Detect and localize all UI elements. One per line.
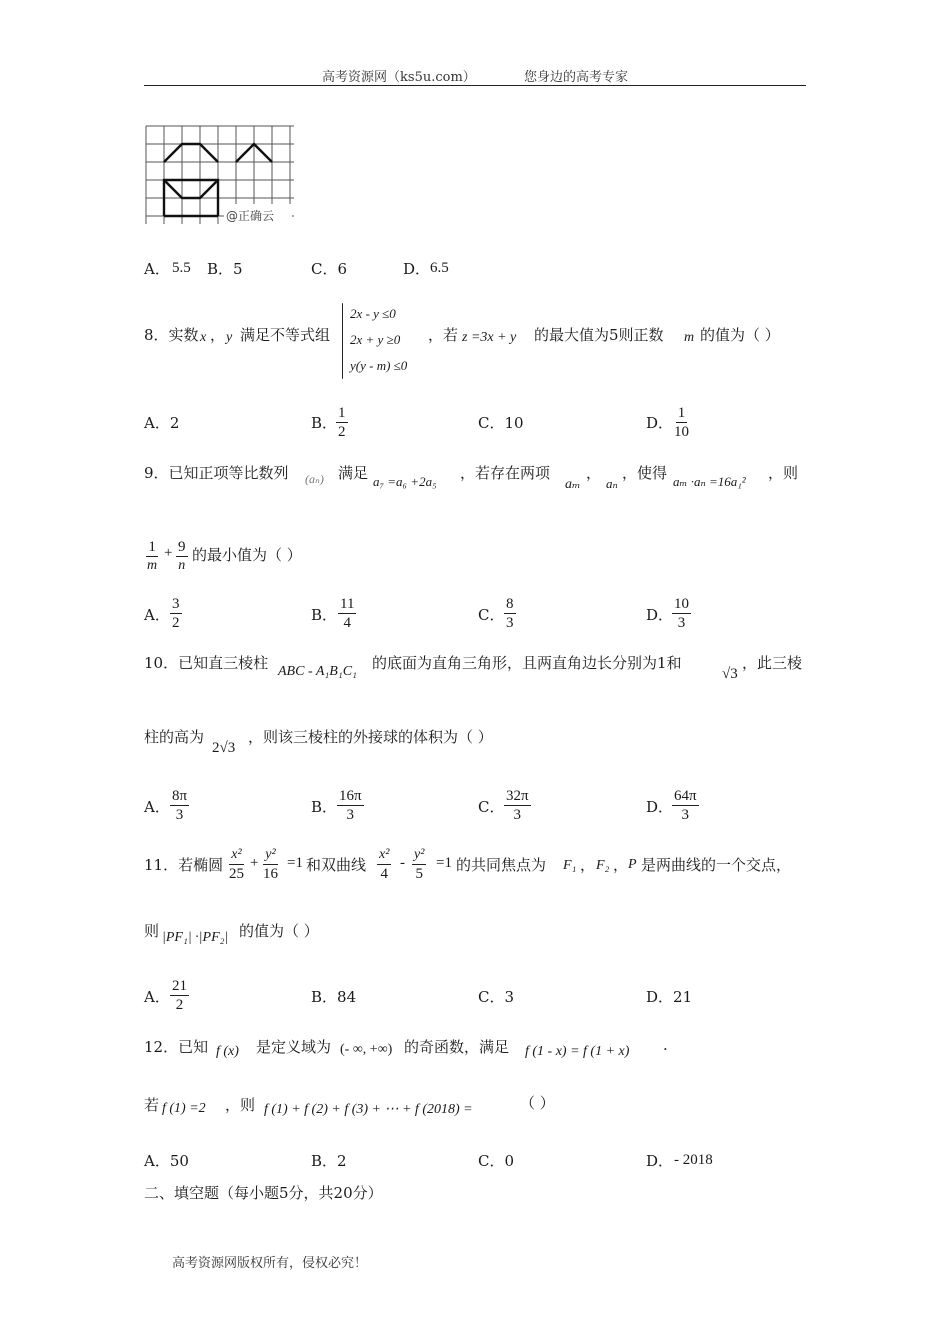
q11-plus: + — [250, 855, 259, 871]
q12-option-a: A．50 — [144, 1152, 189, 1170]
q8-var-y: y — [226, 330, 233, 345]
q8-objective: z =3x + y — [462, 330, 517, 345]
q9-option-c-num: 8 — [506, 596, 514, 612]
q8-var-x: x — [200, 330, 207, 345]
q11-option-a-label: A． — [144, 988, 170, 1006]
q10-option-c-num: 32π — [506, 788, 529, 804]
q9-option-b-num: 11 — [340, 596, 355, 612]
q9-option-c-fraction — [504, 595, 516, 632]
q11-focus-1: F₁ — [563, 858, 577, 873]
q12-sum: f (1) + f (2) + f (3) + ⋯ + f (2018) = — [264, 1102, 473, 1117]
q11-option-d: D．21 — [646, 988, 693, 1006]
q11-option-c: C．3 — [478, 988, 515, 1006]
q12-f1: f (1) =2 — [162, 1101, 206, 1116]
q12-paren: （ ） — [520, 1094, 555, 1112]
q8-comma: ， — [210, 326, 226, 344]
q9-option-a-fraction — [170, 595, 182, 632]
q11-ellipse-x-term — [227, 846, 246, 883]
q11-minus: - — [400, 855, 405, 871]
q10-prefix: 10．已知直三棱柱 — [144, 654, 269, 672]
q11-option-a-num: 21 — [172, 978, 187, 994]
q8-option-d-num: 1 — [677, 405, 686, 421]
q9-option-b-den: 4 — [343, 615, 351, 631]
q11-ellipse-y-term — [261, 846, 280, 883]
q10-option-c-fraction — [504, 787, 531, 824]
header-slogan: 您身边的高考专家 — [523, 70, 628, 85]
q9-comma: ， — [586, 464, 602, 482]
q8-var-m: m — [684, 330, 695, 345]
q9-option-a-label: A． — [144, 606, 170, 624]
q9-term-an: aₙ — [606, 476, 618, 491]
q9-option-a-num: 3 — [172, 596, 180, 612]
q7-option-b: B．5 — [207, 260, 243, 278]
q9-fraction-1-num: 1 — [148, 539, 156, 555]
q8-option-d-fraction — [672, 404, 691, 441]
q8-system-brace — [342, 303, 343, 379]
q12-option-d-label: D． — [646, 1152, 674, 1170]
q10-option-d-den: 3 — [681, 807, 690, 823]
q9-fraction-2-num: 9 — [178, 539, 186, 555]
q11-text3: 是两曲线的一个交点， — [641, 856, 792, 874]
q11-text2: 的共同焦点为 — [456, 856, 547, 874]
q11-point-p: P — [628, 857, 637, 872]
q10-option-d-fraction — [672, 787, 699, 824]
q10-option-d-num: 64π — [674, 788, 697, 804]
q9-condition: a₇ =a₆ +2a₅ — [373, 474, 437, 489]
q8-ineq-3: y(y - m) ≤0 — [350, 358, 408, 373]
q10-option-b-den: 3 — [346, 807, 355, 823]
q8-option-b-fraction — [336, 404, 348, 441]
q10-option-b-num: 16π — [339, 788, 362, 804]
q10-option-b-label: B． — [311, 798, 338, 816]
q10-text3: ，则该三棱柱的外接球的体积为（ ） — [248, 728, 493, 746]
q9-condition2: aₘ ·aₙ =16a₁² — [673, 474, 746, 489]
q11-text1: 和双曲线 — [306, 856, 367, 874]
grid-figure — [144, 124, 296, 226]
q11-prefix: 11．若椭圆 — [144, 856, 224, 874]
q12-period: . — [663, 1036, 668, 1054]
q9-option-c-den: 3 — [506, 615, 514, 631]
q10-option-c-den: 3 — [513, 807, 522, 823]
page-footer: 高考资源网版权所有，侵权必究！ — [172, 1256, 368, 1271]
q11-ellipse-x-num: x² — [229, 846, 243, 865]
q9-fraction-2-den: n — [178, 558, 186, 573]
q9-option-b-label: B． — [311, 606, 338, 624]
q10-prism: ABC - A₁B₁C₁ — [278, 664, 357, 679]
q11-hyperbola-x-den: 4 — [380, 866, 388, 882]
q10-option-a-num: 8π — [172, 788, 188, 804]
q10-option-a-label: A． — [144, 798, 170, 816]
q10-option-a-den: 3 — [175, 807, 184, 823]
q11-hyperbola-y-den: 5 — [415, 866, 423, 882]
q11-line2-prefix: 则 — [144, 922, 160, 940]
q11-eq1: =1 — [287, 855, 303, 871]
q8-option-c: C．10 — [478, 414, 524, 432]
q8-text4: 的值为（ ） — [700, 326, 780, 344]
q7-option-d-label: D． — [403, 260, 431, 278]
q10-option-b-fraction — [337, 787, 364, 824]
page-header — [0, 66, 950, 85]
q10-option-c-label: C． — [478, 798, 505, 816]
q7-option-a-value: 5.5 — [172, 260, 191, 276]
q11-option-a-den: 2 — [175, 997, 184, 1013]
q12-text3: ，则 — [225, 1096, 256, 1114]
q7-option-a-label: A． — [144, 260, 170, 278]
q12-condition: f (1 - x) = f (1 + x) — [525, 1044, 630, 1059]
q9-text4: ，则 — [768, 464, 799, 482]
q9-option-c-label: C． — [478, 606, 505, 624]
q7-option-d-value: 6.5 — [430, 260, 449, 276]
q11-line2-suffix: 的值为（ ） — [239, 922, 319, 940]
q9-plus: + — [164, 545, 173, 561]
q11-ellipse-y-den: 16 — [263, 866, 278, 882]
figure-watermark: @正确云 — [226, 209, 275, 223]
q9-option-d-den: 3 — [677, 615, 686, 631]
q12-text2: 的奇函数，满足 — [404, 1038, 510, 1056]
q12-option-b: B．2 — [311, 1152, 347, 1170]
q9-text1: 满足 — [338, 464, 369, 482]
q11-hyperbola-y-num: y² — [412, 846, 426, 865]
q11-focus-2: F₂ — [596, 858, 610, 873]
q11-ellipse-y-num: y² — [263, 846, 277, 865]
q11-hyperbola-x-term — [377, 846, 391, 883]
q8-ineq-1: 2x - y ≤0 — [350, 306, 396, 321]
q8-option-b-num: 1 — [338, 405, 346, 421]
q8-ineq-2: 2x + y ≥0 — [350, 332, 401, 347]
q9-text2: ，若存在两项 — [460, 464, 551, 482]
header-rule — [144, 85, 806, 86]
q12-option-d-value: - 2018 — [674, 1152, 713, 1168]
q8-prefix: 8．实数 — [144, 326, 199, 344]
q9-sequence: (aₙ) — [305, 472, 324, 486]
q11-comma: ， — [580, 856, 596, 874]
q9-prefix: 9．已知正项等比数列 — [144, 464, 289, 482]
q9-option-d-fraction — [672, 595, 691, 632]
q12-prefix: 12．已知 — [144, 1038, 209, 1056]
q9-option-d-label: D． — [646, 606, 674, 624]
q11-expression: |PF₁| ·|PF₂| — [162, 930, 229, 945]
q11-option-a-fraction — [170, 977, 189, 1014]
q9-fraction-1 — [145, 538, 159, 575]
q8-option-d-den: 10 — [674, 424, 689, 440]
q10-option-d-label: D． — [646, 798, 674, 816]
q12-line2-prefix: 若 — [144, 1096, 160, 1114]
q9-fraction-1-den: m — [147, 558, 158, 573]
q11-eq2: =1 — [436, 855, 452, 871]
header-site: 高考资源网（ks5u.com） — [322, 70, 476, 85]
q8-option-d-label: D． — [646, 414, 674, 432]
q9-option-b-fraction — [338, 595, 356, 632]
q9-option-a-den: 2 — [172, 615, 180, 631]
q9-option-d-num: 10 — [674, 596, 689, 612]
q12-text1: 是定义域为 — [256, 1038, 332, 1056]
q11-hyperbola-y-term — [412, 846, 426, 883]
q10-line2: 柱的高为 — [144, 728, 205, 746]
q9-text3: ，使得 — [622, 464, 668, 482]
section-2-title: 二、填空题（每小题5分，共20分） — [144, 1184, 383, 1202]
q8-text3: 的最大值为5则正数 — [534, 326, 664, 344]
q10-text1: 的底面为直角三角形，且两直角边长分别为1和 — [372, 654, 682, 672]
q8-text2: ，若 — [428, 326, 459, 344]
q9-term-am: aₘ — [565, 477, 581, 492]
q10-text2: ，此三棱 — [742, 654, 803, 672]
q12-option-c: C．0 — [478, 1152, 515, 1170]
q7-option-c: C．6 — [311, 260, 348, 278]
q9-fraction-2 — [176, 538, 188, 575]
q11-comma-2: ， — [613, 856, 629, 874]
q8-option-b-den: 2 — [338, 424, 346, 440]
q8-text1: 满足不等式组 — [240, 326, 331, 344]
q9-line2: 的最小值为（ ） — [192, 546, 302, 564]
q10-sqrt3: √3 — [722, 666, 738, 682]
q10-option-a-fraction — [170, 787, 189, 824]
q12-fx: f (x) — [216, 1044, 239, 1059]
q11-option-b: B．84 — [311, 988, 357, 1006]
q12-domain: (- ∞, +∞) — [340, 1042, 393, 1057]
q8-option-b-label: B． — [311, 414, 338, 432]
q11-hyperbola-x-num: x² — [377, 846, 391, 865]
q8-option-a: A．2 — [144, 414, 180, 432]
q10-height: 2√3 — [212, 740, 236, 756]
q11-ellipse-x-den: 25 — [229, 866, 244, 882]
